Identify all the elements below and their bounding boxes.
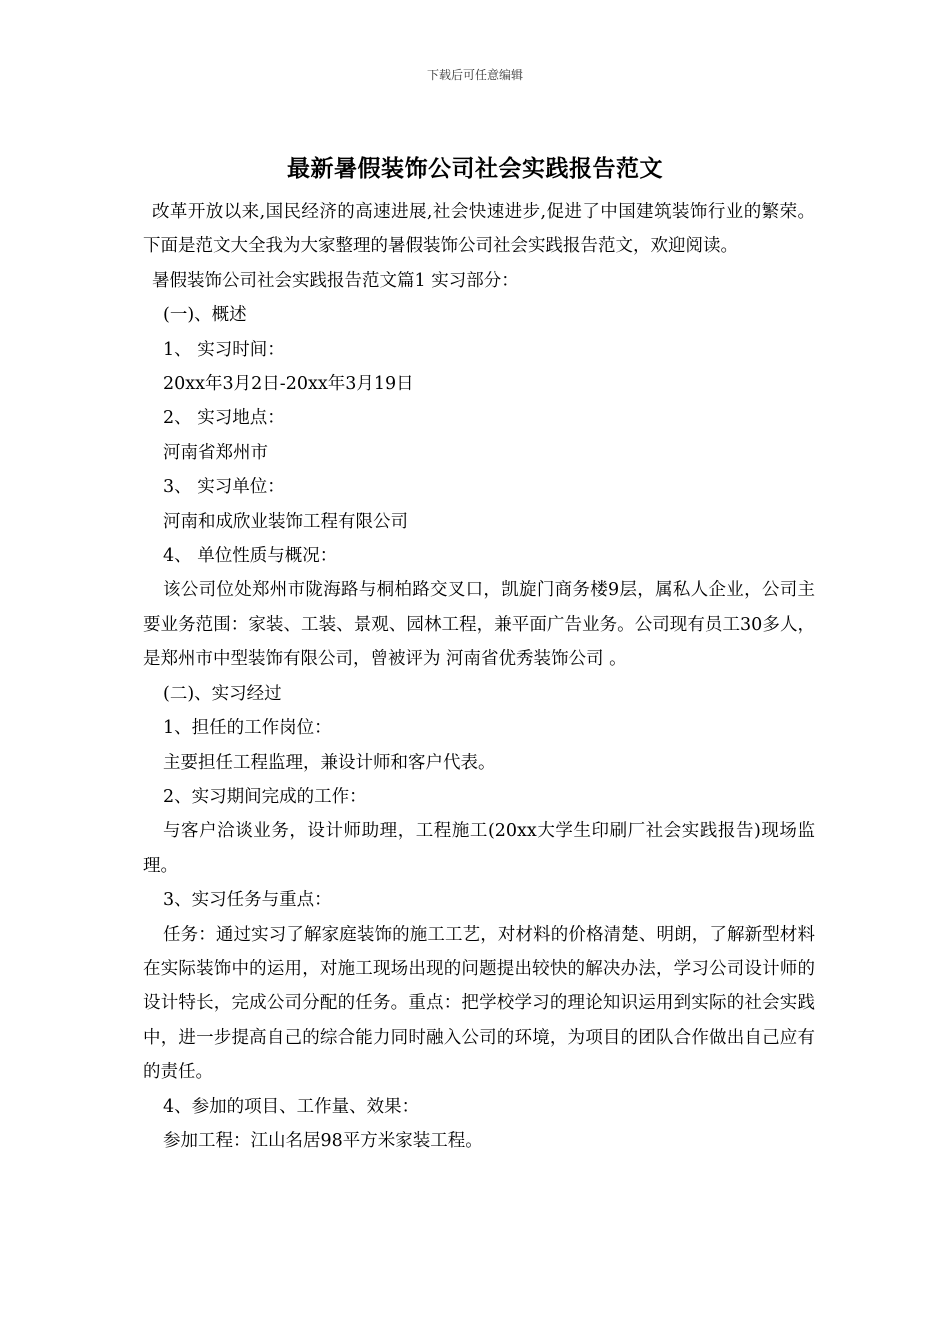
document-body <box>143 195 815 1158</box>
item-label-work-done: 2、实习期间完成的工作： <box>163 786 367 807</box>
page-header-note: 下载后可任意编辑 <box>426 68 523 82</box>
item-value-projects: 参加工程：江山名居98平方米家装工程。 <box>163 1130 483 1151</box>
work-done-paragraph: 与客户洽谈业务，设计师助理，工程施工(20xx大学生印刷厂社会实践报告)现场监理。 <box>143 821 815 876</box>
item-label-projects: 4、参加的项目、工作量、效果： <box>163 1096 420 1117</box>
item-label-internship-company: 3、 实习单位： <box>163 477 285 498</box>
item-value-internship-company: 河南和成欣业装饰工程有限公司 <box>163 511 408 532</box>
item-value-position: 主要担任工程监理，兼设计师和客户代表。 <box>163 752 496 773</box>
item-label-company-profile: 4、 单位性质与概况： <box>163 546 338 567</box>
company-profile-paragraph: 该公司位处郑州市陇海路与桐柏路交叉口，凯旋门商务楼9层，属私人企业，公司主要业务范围：家装、工装、景观、园林工程，兼平面广告业务。公司现有员工30多人，是郑州市中型装饰有限公司，曾被评为 河南省优秀装饰公司 。 <box>143 580 815 670</box>
item-label-tasks: 3、实习任务与重点： <box>163 890 332 911</box>
item-label-internship-location: 2、 实习地点： <box>163 408 285 429</box>
item-label-position: 1、担任的工作岗位： <box>163 718 332 739</box>
subsection-heading-overview: (一)、概述 <box>163 305 247 326</box>
item-label-internship-time: 1、 实习时间： <box>163 339 285 360</box>
section-heading-part1: 暑假装饰公司社会实践报告范文篇1 实习部分： <box>152 270 519 291</box>
subsection-heading-process: (二)、实习经过 <box>163 683 282 704</box>
item-value-internship-location: 河南省郑州市 <box>163 442 268 463</box>
tasks-paragraph: 任务：通过实习了解家庭装饰的施工工艺，对材料的价格清楚、明朗，了解新型材料在实际装饰中的运用，对施工现场出现的问题提出较快的解决办法，学习公司设计师的设计特长，完成公司分配的任务。重点：把学校学习的理论知识运用到实际的社会实践中，进一步提高自己的综合能力同时融入公司的环境，为项目的团队合作做出自己应有的责任。 <box>143 924 815 1083</box>
item-value-internship-time: 20xx年3月2日-20xx年3月19日 <box>163 374 414 395</box>
document-title: 最新暑假装饰公司社会实践报告范文 <box>287 156 663 182</box>
intro-paragraph: 改革开放以来,国民经济的高速进展,社会快速进步,促进了中国建筑装饰行业的繁荣。下面是范文大全我为大家整理的暑假装饰公司社会实践报告范文，欢迎阅读。 <box>143 202 815 257</box>
